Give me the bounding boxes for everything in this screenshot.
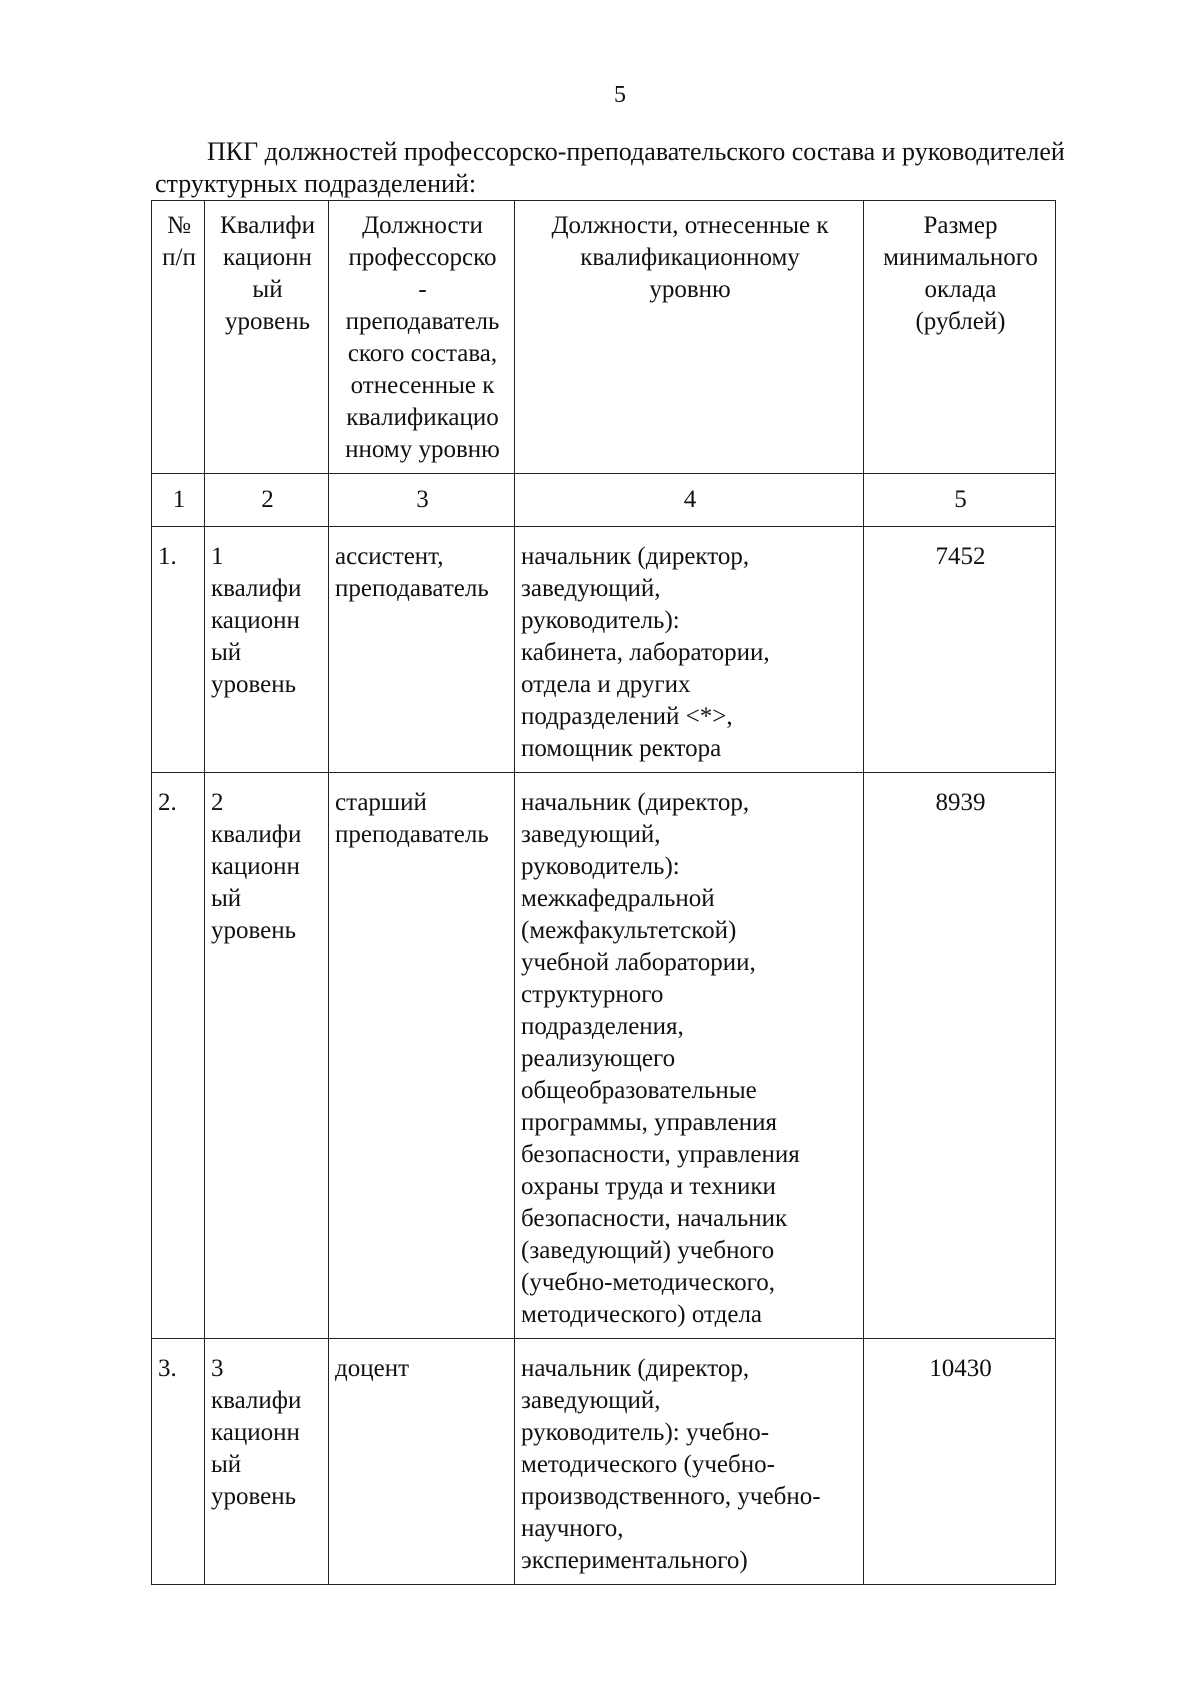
qualification-level-cell: 2 квалифи кационн ый уровень [205,773,329,1339]
salary-cell: 7452 [864,527,1056,773]
header-cell-salary: Размер минимального оклада (рублей) [864,201,1056,474]
table-row [152,527,1056,773]
positions-cell: начальник (директор, заведующий, руководитель): межкафедральной (межфакультетской) учебной лаборатории, структурного подразделения, реализующего общеобразовательные программы, управления безопасности, управления охраны труда и техники безопасности, начальник (заведующий) учебного (учебно-методического, методического) отдела [515,773,864,1339]
intro-line: ПКГ должностей профессорско-преподавательского состава и руководителей [207,137,1065,166]
column-number-row [152,474,1056,527]
positions-cell: начальник (директор, заведующий, руководитель): кабинета, лаборатории, отдела и других подразделений <*>, помощник ректора [515,527,864,773]
header-cell-ppp-positions: Должности профессорско - преподаватель ского состава, отнесенные к квалификацио нному уровню [329,201,515,474]
table-row [152,1339,1056,1585]
header-cell-positions: Должности, отнесенные к квалификационному уровню [515,201,864,474]
ppp-positions-cell: старший преподаватель [329,773,515,1339]
header-row [152,201,1056,474]
qualification-level-cell: 1 квалифи кационн ый уровень [205,527,329,773]
salary-cell: 10430 [864,1339,1056,1585]
row-number: 2. [152,773,205,1339]
salary-table [151,200,1056,1585]
row-number: 1. [152,527,205,773]
intro-line: структурных подразделений: [155,169,477,198]
ppp-positions-cell: ассистент, преподаватель [329,527,515,773]
header-cell-number: № п/п [152,201,205,474]
ppp-positions-cell: доцент [329,1339,515,1585]
page-number: 5 [614,82,626,108]
positions-cell: начальник (директор, заведующий, руководитель): учебно- методического (учебно- производственного, учебно- научного, экспериментального) [515,1339,864,1585]
table-row [152,773,1056,1339]
qualification-level-cell: 3 квалифи кационн ый уровень [205,1339,329,1585]
row-number: 3. [152,1339,205,1585]
intro-paragraph [155,136,1155,200]
column-number: 5 [864,474,1056,527]
column-number: 4 [515,474,864,527]
salary-cell: 8939 [864,773,1056,1339]
column-number: 3 [329,474,515,527]
column-number: 1 [152,474,205,527]
column-number: 2 [205,474,329,527]
header-cell-level: Квалифи кационн ый уровень [205,201,329,474]
